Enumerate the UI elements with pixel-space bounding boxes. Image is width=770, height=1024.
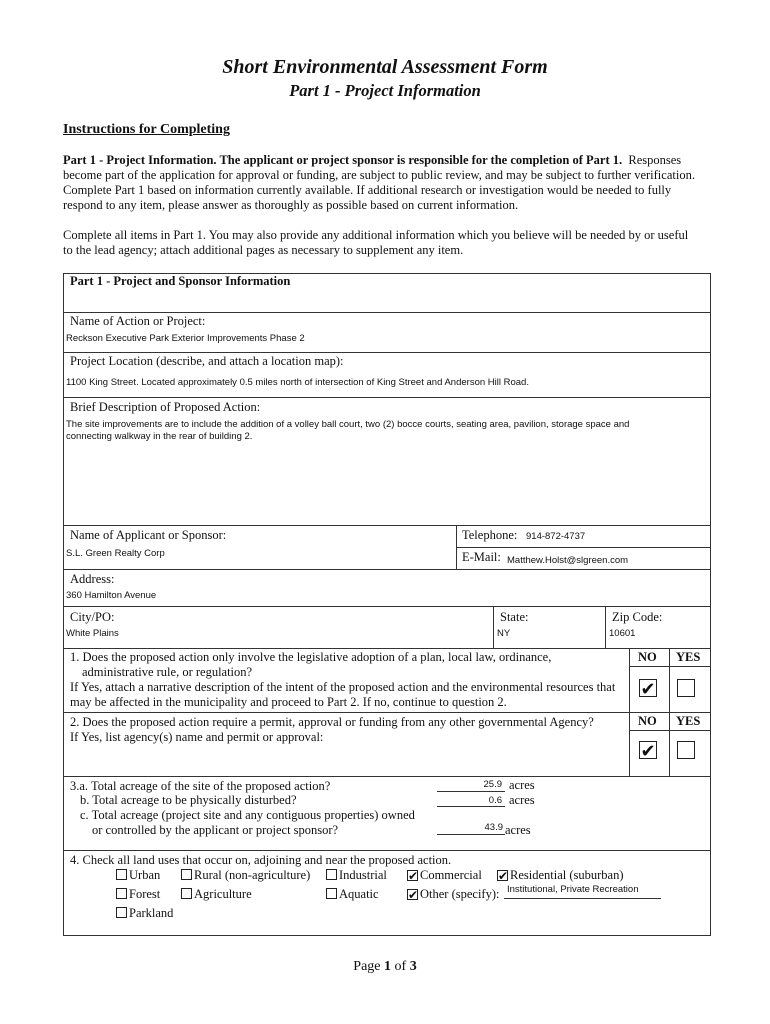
q1-line2: administrative rule, or regulation? [82,665,253,679]
state-value[interactable]: NY [497,628,511,639]
agriculture-checkbox[interactable] [181,888,192,899]
q1-yes-header: YES [676,650,701,664]
email-value[interactable]: Matthew.Holst@slgreen.com [507,555,629,566]
page-indicator: Page 1 of 3 [353,959,417,974]
zip-label: Zip Code: [612,610,663,624]
other-checkbox[interactable]: ✔ [408,888,419,902]
landuse-urban[interactable]: Urban [116,868,160,883]
form-title: Short Environmental Assessment Form [222,56,548,78]
para1-line1-rest: Responses [628,153,682,167]
q1-no-checkbox[interactable]: ✔ [640,679,656,699]
para2-line2: to the lead agency; attach additional pages as necessary to supplement any item. [63,243,464,257]
page-number: 1 [384,959,392,974]
landuse-other[interactable]: ✔ Other (specify): [408,887,500,902]
residential-checkbox[interactable]: ✔ [498,869,509,883]
action-label: Name of Action or Project: [70,314,206,328]
q2-yes-header: YES [676,714,701,728]
instructions-paragraph-2 [63,228,723,258]
rural-checkbox[interactable] [181,869,192,880]
q3b-label: b. Total acreage to be physically disturbed? [80,793,297,807]
section-header: Part 1 - Project and Sponsor Information [70,274,291,288]
q2-no-checkbox[interactable]: ✔ [640,741,656,761]
description-value[interactable] [66,419,629,443]
other-specify-input[interactable] [504,884,661,899]
q3c-value: 43.9 [484,822,503,833]
landuse-parkland[interactable]: Parkland [116,906,173,921]
telephone-label: Telephone: [462,528,518,542]
industrial-checkbox[interactable] [326,869,337,880]
para2-line1: Complete all items in Part 1. You may also provide any additional information which you believe will be needed by or useful [63,228,689,242]
instructions-heading: Instructions for Completing [63,122,230,137]
description-label: Brief Description of Proposed Action: [70,400,261,414]
q3a-input[interactable] [437,779,505,792]
city-value[interactable]: White Plains [66,628,119,639]
landuse-agriculture[interactable]: Agriculture [181,887,252,902]
q1-line1: 1. Does the proposed action only involve the legislative adoption of a plan, local law, ordinance, [70,650,552,664]
q1-line3: If Yes, attach a narrative description of the intent of the proposed action and the environmental resources that [70,680,616,694]
q3c-input[interactable] [437,822,505,835]
q3c-line1: c. Total acreage (project site and any contiguous properties) owned [80,808,415,822]
urban-checkbox[interactable] [116,869,127,880]
state-label: State: [500,610,529,624]
q1-no-header: NO [638,650,657,664]
para1-line3: Complete Part 1 based on information currently available. If additional research or investigation would be needed to fully [63,183,672,197]
forest-checkbox[interactable] [116,888,127,899]
address-value[interactable]: 360 Hamilton Avenue [66,590,157,601]
parkland-checkbox[interactable] [116,907,127,918]
landuse-industrial[interactable]: Industrial [326,868,387,883]
q3b-value: 0.6 [488,795,502,806]
q4-label: 4. Check all land uses that occur on, adjoining and near the proposed action. [70,853,452,867]
commercial-checkbox[interactable]: ✔ [408,869,419,883]
description-line2: connecting walkway in the rear of building 2. [66,431,253,442]
form-subtitle: Part 1 - Project Information [289,81,481,100]
location-label: Project Location (describe, and attach a location map): [70,354,344,368]
telephone-value[interactable]: 914-872-4737 [526,531,586,542]
zip-value[interactable]: 10601 [609,628,636,639]
q2-line1: 2. Does the proposed action require a permit, approval or funding from any other governmental Agency? [70,715,594,729]
location-value[interactable]: 1100 King Street. Located approximately 0.5 miles north of intersection of King Street and Anderson Hill Road. [66,377,529,388]
city-label: City/PO: [70,610,115,624]
q3b-input[interactable] [437,794,505,807]
q3c-unit: acres [505,823,531,837]
email-label: E-Mail: [462,550,501,564]
q3c-line2: or controlled by the applicant or project sponsor? [92,823,339,837]
q2-line2: If Yes, list agency(s) name and permit or approval: [70,730,324,744]
page-total: 3 [409,959,417,974]
para1-line4: respond to any item, please answer as thoroughly as possible based on current information. [63,198,519,212]
q2-no-header: NO [638,714,657,728]
landuse-commercial[interactable]: ✔ Commercial [408,868,482,883]
q1-line4: may be affected in the municipality and proceed to Part 2. If no, continue to question 2. [70,695,507,709]
landuse-forest[interactable]: Forest [116,887,160,902]
landuse-rural[interactable]: Rural (non-agriculture) [181,868,310,883]
aquatic-checkbox[interactable] [326,888,337,899]
q3a-unit: acres [509,778,535,792]
instructions-paragraph-1 [63,153,723,213]
q3a-label: 3.a. Total acreage of the site of the proposed action? [70,779,331,793]
applicant-value[interactable]: S.L. Green Realty Corp [66,548,165,559]
para1-bold: Part 1 - Project Information. The applicant or project sponsor is responsible for the completion of Part 1. [63,153,623,167]
landuse-residential[interactable]: ✔ Residential (suburban) [498,868,624,883]
description-line1: The site improvements are to include the addition of a volley ball court, two (2) bocce courts, seating area, pavilion, storage space and [66,419,630,430]
q3a-value: 25.9 [483,779,502,790]
q3b-unit: acres [509,793,535,807]
other-specify-value: Institutional, Private Recreation [507,884,639,895]
q1-yes-checkbox[interactable] [677,679,695,697]
q2-yes-checkbox[interactable] [677,741,695,759]
landuse-aquatic[interactable]: Aquatic [326,887,379,902]
para1-line2: become part of the application for approval or funding, are subject to public review, and may be subject to further verification. [63,168,695,182]
action-value[interactable]: Reckson Executive Park Exterior Improvements Phase 2 [66,333,305,344]
applicant-label: Name of Applicant or Sponsor: [70,528,227,542]
address-label: Address: [70,572,115,586]
